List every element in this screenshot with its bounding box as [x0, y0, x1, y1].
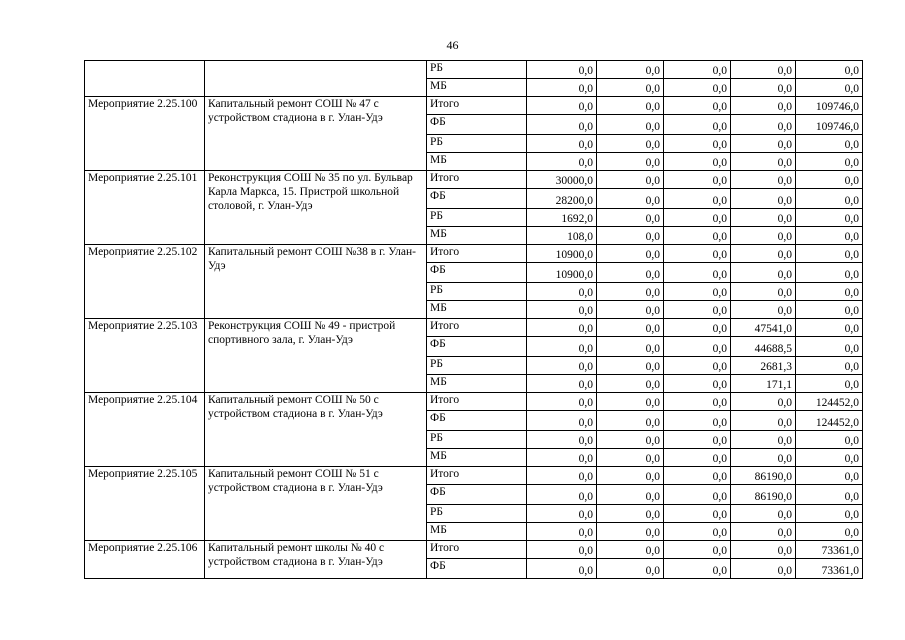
amount-cell-year-3: 0,0	[664, 541, 731, 559]
funding-source-cell: МБ	[427, 153, 527, 171]
measure-id-cell: Мероприятие 2.25.105	[85, 467, 205, 541]
measure-name-cell: Капитальный ремонт СОШ № 51 с устройством стадиона в г. Улан-Удэ	[205, 467, 427, 541]
measure-id-cell: Мероприятие 2.25.104	[85, 393, 205, 467]
amount-cell-year-1: 10900,0	[527, 245, 597, 263]
funding-source-cell: Итого	[427, 97, 527, 115]
amount-cell-year-4: 0,0	[731, 135, 796, 153]
amount-cell-year-4: 0,0	[731, 393, 796, 411]
funding-source-cell: Итого	[427, 319, 527, 337]
funding-source-cell: ФБ	[427, 411, 527, 431]
amount-cell-year-5: 0,0	[796, 227, 863, 245]
amount-cell-year-5: 0,0	[796, 135, 863, 153]
amount-cell-year-2: 0,0	[597, 189, 664, 209]
amount-cell-year-4: 0,0	[731, 115, 796, 135]
funding-source-cell: ФБ	[427, 485, 527, 505]
amount-cell-year-1: 30000,0	[527, 171, 597, 189]
amount-cell-year-4: 47541,0	[731, 319, 796, 337]
funding-source-cell: ФБ	[427, 337, 527, 357]
amount-cell-year-5: 0,0	[796, 189, 863, 209]
amount-cell-year-1: 0,0	[527, 319, 597, 337]
amount-cell-year-5: 73361,0	[796, 541, 863, 559]
amount-cell-year-2: 0,0	[597, 283, 664, 301]
measure-name-cell: Капитальный ремонт СОШ №38 в г. Улан-Удэ	[205, 245, 427, 319]
amount-cell-year-3: 0,0	[664, 319, 731, 337]
measure-id-cell: Мероприятие 2.25.103	[85, 319, 205, 393]
table-row	[85, 245, 863, 263]
amount-cell-year-4: 0,0	[731, 541, 796, 559]
amount-cell-year-1: 0,0	[527, 393, 597, 411]
amount-cell-year-2: 0,0	[597, 263, 664, 283]
amount-cell-year-3: 0,0	[664, 189, 731, 209]
amount-cell-year-4: 0,0	[731, 209, 796, 227]
amount-cell-year-2: 0,0	[597, 227, 664, 245]
amount-cell-year-5: 109746,0	[796, 97, 863, 115]
amount-cell-year-2: 0,0	[597, 97, 664, 115]
amount-cell-year-2: 0,0	[597, 153, 664, 171]
amount-cell-year-1: 0,0	[527, 411, 597, 431]
amount-cell-year-5: 124452,0	[796, 411, 863, 431]
amount-cell-year-1: 0,0	[527, 505, 597, 523]
amount-cell-year-5: 0,0	[796, 319, 863, 337]
amount-cell-year-3: 0,0	[664, 115, 731, 135]
amount-cell-year-2: 0,0	[597, 79, 664, 97]
funding-table	[84, 60, 863, 579]
measure-id-cell	[85, 61, 205, 97]
amount-cell-year-3: 0,0	[664, 431, 731, 449]
amount-cell-year-2: 0,0	[597, 523, 664, 541]
amount-cell-year-2: 0,0	[597, 357, 664, 375]
amount-cell-year-1: 0,0	[527, 301, 597, 319]
amount-cell-year-2: 0,0	[597, 449, 664, 467]
amount-cell-year-4: 0,0	[731, 79, 796, 97]
amount-cell-year-3: 0,0	[664, 485, 731, 505]
amount-cell-year-2: 0,0	[597, 467, 664, 485]
funding-source-cell: ФБ	[427, 189, 527, 209]
amount-cell-year-1: 0,0	[527, 115, 597, 135]
amount-cell-year-5: 0,0	[796, 505, 863, 523]
amount-cell-year-3: 0,0	[664, 245, 731, 263]
funding-source-cell: ФБ	[427, 115, 527, 135]
table-row	[85, 541, 863, 559]
funding-source-cell: РБ	[427, 209, 527, 227]
amount-cell-year-1: 10900,0	[527, 263, 597, 283]
table-row	[85, 61, 863, 79]
table-row	[85, 467, 863, 485]
funding-source-cell: Итого	[427, 467, 527, 485]
amount-cell-year-1: 0,0	[527, 61, 597, 79]
table-row	[85, 97, 863, 115]
amount-cell-year-3: 0,0	[664, 135, 731, 153]
amount-cell-year-4: 0,0	[731, 97, 796, 115]
amount-cell-year-1: 0,0	[527, 485, 597, 505]
amount-cell-year-2: 0,0	[597, 559, 664, 579]
amount-cell-year-3: 0,0	[664, 505, 731, 523]
amount-cell-year-3: 0,0	[664, 337, 731, 357]
amount-cell-year-2: 0,0	[597, 61, 664, 79]
amount-cell-year-1: 0,0	[527, 375, 597, 393]
amount-cell-year-4: 86190,0	[731, 485, 796, 505]
amount-cell-year-3: 0,0	[664, 283, 731, 301]
amount-cell-year-5: 0,0	[796, 153, 863, 171]
funding-source-cell: ФБ	[427, 559, 527, 579]
funding-source-cell: Итого	[427, 541, 527, 559]
amount-cell-year-1: 0,0	[527, 79, 597, 97]
amount-cell-year-3: 0,0	[664, 449, 731, 467]
amount-cell-year-1: 0,0	[527, 283, 597, 301]
amount-cell-year-1: 108,0	[527, 227, 597, 245]
amount-cell-year-3: 0,0	[664, 467, 731, 485]
table-row	[85, 393, 863, 411]
amount-cell-year-1: 0,0	[527, 541, 597, 559]
funding-source-cell: РБ	[427, 61, 527, 79]
amount-cell-year-3: 0,0	[664, 227, 731, 245]
amount-cell-year-3: 0,0	[664, 61, 731, 79]
amount-cell-year-4: 0,0	[731, 283, 796, 301]
amount-cell-year-5: 0,0	[796, 375, 863, 393]
amount-cell-year-1: 0,0	[527, 467, 597, 485]
amount-cell-year-1: 0,0	[527, 97, 597, 115]
amount-cell-year-5: 0,0	[796, 431, 863, 449]
amount-cell-year-5: 0,0	[796, 61, 863, 79]
funding-source-cell: Итого	[427, 245, 527, 263]
measure-name-cell: Реконструкция СОШ № 35 по ул. Бульвар Карла Маркса, 15. Пристрой школьной столовой, г. Улан-Удэ	[205, 171, 427, 245]
amount-cell-year-2: 0,0	[597, 135, 664, 153]
amount-cell-year-3: 0,0	[664, 393, 731, 411]
funding-source-cell: РБ	[427, 505, 527, 523]
page-number: 46	[446, 38, 459, 52]
measure-id-cell: Мероприятие 2.25.102	[85, 245, 205, 319]
amount-cell-year-1: 0,0	[527, 337, 597, 357]
amount-cell-year-4: 0,0	[731, 523, 796, 541]
amount-cell-year-4: 0,0	[731, 227, 796, 245]
funding-source-cell: РБ	[427, 431, 527, 449]
amount-cell-year-5: 0,0	[796, 171, 863, 189]
amount-cell-year-1: 0,0	[527, 559, 597, 579]
amount-cell-year-2: 0,0	[597, 541, 664, 559]
amount-cell-year-3: 0,0	[664, 171, 731, 189]
amount-cell-year-4: 0,0	[731, 263, 796, 283]
amount-cell-year-5: 109746,0	[796, 115, 863, 135]
amount-cell-year-2: 0,0	[597, 505, 664, 523]
amount-cell-year-4: 0,0	[731, 61, 796, 79]
funding-source-cell: Итого	[427, 393, 527, 411]
measure-id-cell: Мероприятие 2.25.100	[85, 97, 205, 171]
amount-cell-year-4: 0,0	[731, 171, 796, 189]
amount-cell-year-4: 171,1	[731, 375, 796, 393]
amount-cell-year-3: 0,0	[664, 559, 731, 579]
amount-cell-year-4: 0,0	[731, 153, 796, 171]
amount-cell-year-2: 0,0	[597, 171, 664, 189]
amount-cell-year-3: 0,0	[664, 523, 731, 541]
funding-source-cell: РБ	[427, 283, 527, 301]
funding-source-cell: МБ	[427, 227, 527, 245]
amount-cell-year-3: 0,0	[664, 97, 731, 115]
amount-cell-year-5: 0,0	[796, 301, 863, 319]
amount-cell-year-2: 0,0	[597, 411, 664, 431]
amount-cell-year-4: 44688,5	[731, 337, 796, 357]
amount-cell-year-2: 0,0	[597, 319, 664, 337]
funding-source-cell: МБ	[427, 375, 527, 393]
amount-cell-year-5: 124452,0	[796, 393, 863, 411]
funding-table-body	[85, 61, 863, 579]
amount-cell-year-5: 0,0	[796, 357, 863, 375]
amount-cell-year-1: 28200,0	[527, 189, 597, 209]
amount-cell-year-2: 0,0	[597, 485, 664, 505]
measure-name-cell: Капитальный ремонт СОШ № 50 с устройством стадиона в г. Улан-Удэ	[205, 393, 427, 467]
amount-cell-year-4: 2681,3	[731, 357, 796, 375]
amount-cell-year-2: 0,0	[597, 115, 664, 135]
amount-cell-year-5: 0,0	[796, 485, 863, 505]
amount-cell-year-4: 0,0	[731, 505, 796, 523]
amount-cell-year-4: 0,0	[731, 449, 796, 467]
amount-cell-year-1: 0,0	[527, 431, 597, 449]
amount-cell-year-2: 0,0	[597, 301, 664, 319]
amount-cell-year-2: 0,0	[597, 209, 664, 227]
amount-cell-year-5: 73361,0	[796, 559, 863, 579]
measure-name-cell	[205, 61, 427, 97]
amount-cell-year-4: 0,0	[731, 189, 796, 209]
amount-cell-year-1: 0,0	[527, 153, 597, 171]
amount-cell-year-5: 0,0	[796, 245, 863, 263]
measure-id-cell: Мероприятие 2.25.106	[85, 541, 205, 579]
amount-cell-year-3: 0,0	[664, 301, 731, 319]
amount-cell-year-4: 0,0	[731, 559, 796, 579]
amount-cell-year-2: 0,0	[597, 393, 664, 411]
amount-cell-year-3: 0,0	[664, 411, 731, 431]
amount-cell-year-4: 0,0	[731, 245, 796, 263]
amount-cell-year-1: 0,0	[527, 449, 597, 467]
funding-source-cell: МБ	[427, 449, 527, 467]
amount-cell-year-5: 0,0	[796, 449, 863, 467]
funding-source-cell: РБ	[427, 135, 527, 153]
table-row	[85, 171, 863, 189]
table-row	[85, 319, 863, 337]
amount-cell-year-3: 0,0	[664, 79, 731, 97]
amount-cell-year-2: 0,0	[597, 245, 664, 263]
amount-cell-year-4: 86190,0	[731, 467, 796, 485]
amount-cell-year-1: 0,0	[527, 135, 597, 153]
amount-cell-year-3: 0,0	[664, 263, 731, 283]
amount-cell-year-5: 0,0	[796, 523, 863, 541]
amount-cell-year-5: 0,0	[796, 209, 863, 227]
funding-source-cell: МБ	[427, 301, 527, 319]
amount-cell-year-3: 0,0	[664, 153, 731, 171]
amount-cell-year-3: 0,0	[664, 375, 731, 393]
measure-name-cell: Капитальный ремонт СОШ № 47 с устройством стадиона в г. Улан-Удэ	[205, 97, 427, 171]
funding-source-cell: РБ	[427, 357, 527, 375]
amount-cell-year-4: 0,0	[731, 411, 796, 431]
funding-source-cell: ФБ	[427, 263, 527, 283]
amount-cell-year-5: 0,0	[796, 467, 863, 485]
amount-cell-year-1: 0,0	[527, 523, 597, 541]
amount-cell-year-2: 0,0	[597, 431, 664, 449]
measure-id-cell: Мероприятие 2.25.101	[85, 171, 205, 245]
amount-cell-year-1: 1692,0	[527, 209, 597, 227]
amount-cell-year-3: 0,0	[664, 357, 731, 375]
amount-cell-year-3: 0,0	[664, 209, 731, 227]
measure-name-cell: Капитальный ремонт школы № 40 с устройством стадиона в г. Улан-Удэ	[205, 541, 427, 579]
amount-cell-year-5: 0,0	[796, 283, 863, 301]
amount-cell-year-4: 0,0	[731, 431, 796, 449]
funding-source-cell: МБ	[427, 523, 527, 541]
measure-name-cell: Реконструкция СОШ № 49 - пристрой спортивного зала, г. Улан-Удэ	[205, 319, 427, 393]
amount-cell-year-5: 0,0	[796, 337, 863, 357]
amount-cell-year-1: 0,0	[527, 357, 597, 375]
amount-cell-year-2: 0,0	[597, 337, 664, 357]
funding-source-cell: Итого	[427, 171, 527, 189]
funding-source-cell: МБ	[427, 79, 527, 97]
amount-cell-year-5: 0,0	[796, 263, 863, 283]
amount-cell-year-2: 0,0	[597, 375, 664, 393]
amount-cell-year-4: 0,0	[731, 301, 796, 319]
amount-cell-year-5: 0,0	[796, 79, 863, 97]
